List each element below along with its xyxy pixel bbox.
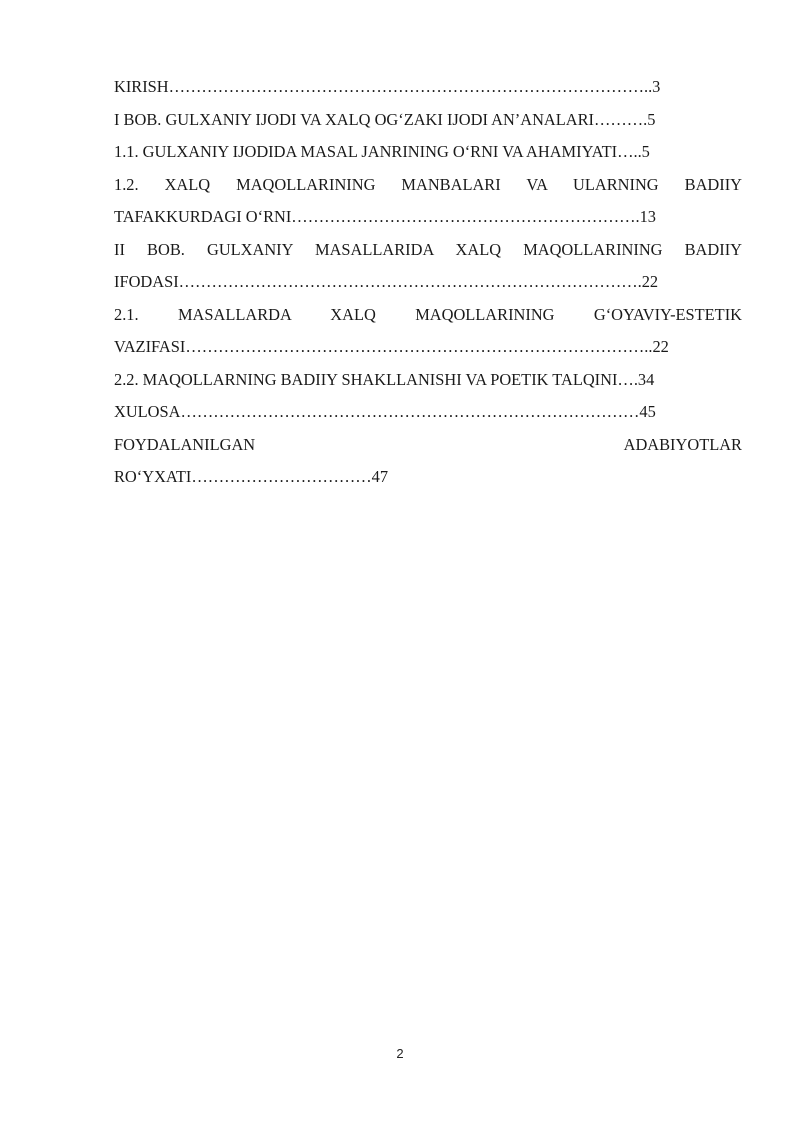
toc-line: 1.1. GULXANIY IJODIDA MASAL JANRINING O‘RNI VA AHAMIYATI…..5 bbox=[114, 142, 650, 161]
table-of-contents bbox=[114, 71, 742, 494]
toc-line: TAFAKKURDAGI O‘RNI……………………………………………………….13 bbox=[114, 207, 656, 226]
toc-entry-section-2-1 bbox=[114, 299, 742, 364]
toc-entry-xulosa bbox=[114, 396, 742, 429]
toc-line: XULOSA…………………………………………………………………………45 bbox=[114, 402, 656, 421]
toc-line: 1.2. XALQ MAQOLLARINING MANBALARI VA ULARNING BADIIY bbox=[114, 174, 742, 194]
toc-line: IFODASI………………………………………………………………………….22 bbox=[114, 272, 659, 291]
toc-line: 2.2. MAQOLLARNING BADIIY SHAKLLANISHI VA POETIK TALQINI….34 bbox=[114, 369, 655, 389]
toc-entry-kirish bbox=[114, 71, 742, 104]
toc-line: 2.1. MASALLARDA XALQ MAQOLLARINING G‘OYAVIY-ESTETIK bbox=[114, 304, 742, 324]
toc-line: II BOB. GULXANIY MASALLARIDA XALQ MAQOLLARINING BADIIY bbox=[114, 239, 742, 259]
toc-line: FOYDALANILGAN ADABIYOTLAR bbox=[114, 434, 742, 454]
toc-line: VAZIFASI…………………………………………………………………………..22 bbox=[114, 337, 669, 356]
toc-line: I BOB. GULXANIY IJODI VA XALQ OG‘ZAKI IJODI AN’ANALARI……….5 bbox=[114, 109, 656, 129]
toc-line: RO‘YXATI……………………………47 bbox=[114, 467, 389, 486]
toc-line: KIRISH……………………………………………………………………………..3 bbox=[114, 77, 661, 96]
toc-entry-references bbox=[114, 429, 742, 494]
toc-entry-chapter-2 bbox=[114, 234, 742, 299]
toc-entry-section-1-1 bbox=[114, 136, 742, 169]
toc-entry-chapter-1 bbox=[114, 104, 742, 137]
toc-entry-section-1-2 bbox=[114, 169, 742, 234]
toc-entry-section-2-2 bbox=[114, 364, 742, 397]
page-number: 2 bbox=[396, 1046, 404, 1061]
